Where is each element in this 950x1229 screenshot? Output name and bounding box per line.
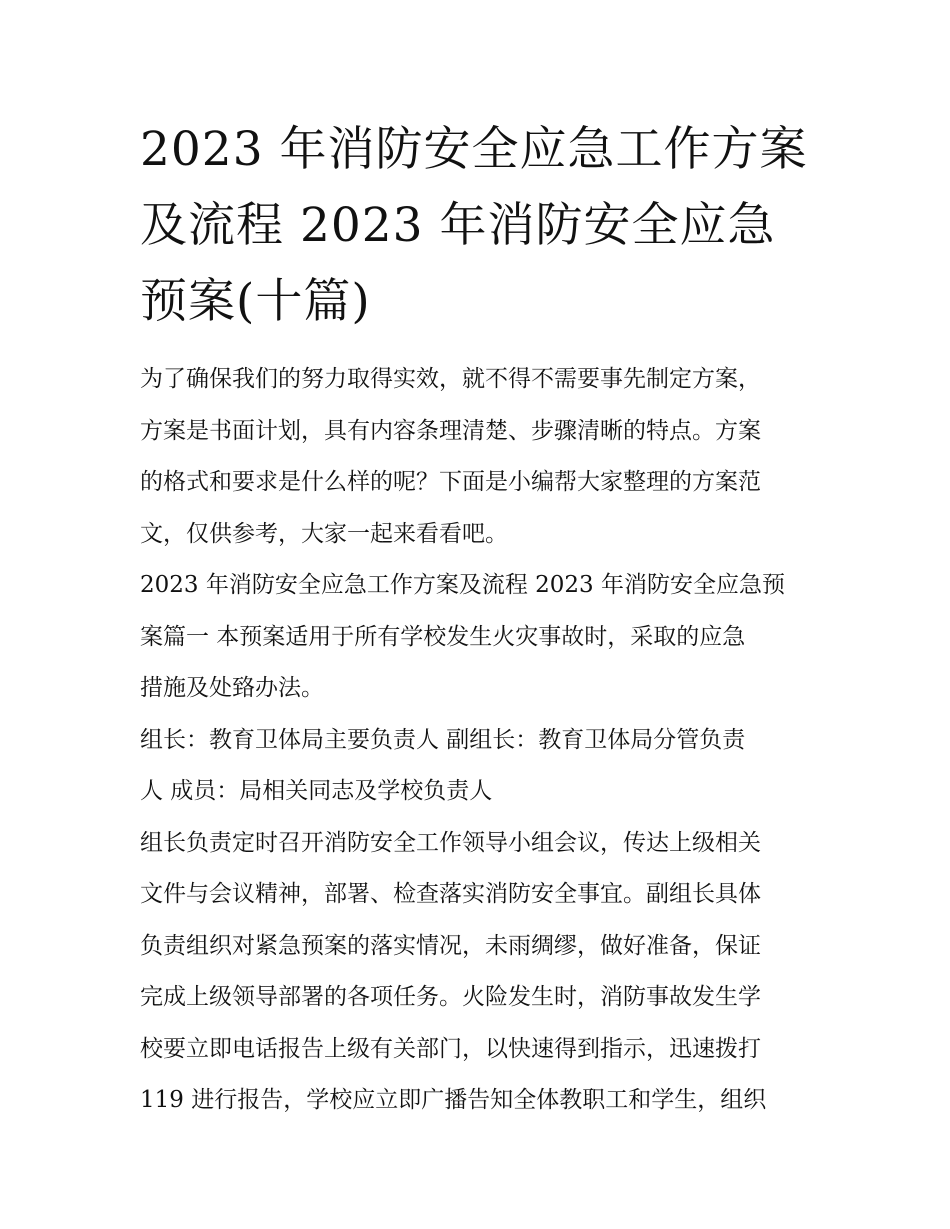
scope-paragraph [140, 560, 816, 715]
text-line: 案篇一 本预案适用于所有学校发生火灾事故时，采取的应急 [140, 623, 746, 650]
text-line: 文件与会议精神，部署、检查落实消防安全事宜。副组长具体 [140, 881, 761, 907]
document-body [140, 354, 816, 1127]
text-line: 完成上级领导部署的各项任务。火险发生时，消防事故发生学 [140, 984, 761, 1010]
text-line: 文，仅供参考，大家一起来看看吧。 [140, 520, 508, 547]
text-line: 人 成员：局相关同志及学校负责人 [140, 778, 493, 804]
text-line: 2023 年消防安全应急工作方案及流程 2023 年消防安全应急预 [140, 572, 785, 598]
text-line: 负责组织对紧急预案的落实情况，未雨绸缪，做好准备，保证 [140, 932, 761, 959]
title-line: 预案(十篇) [140, 274, 371, 329]
responsibility-paragraph [140, 818, 816, 1127]
text-line: 组长负责定时召开消防安全工作领导小组会议，传达上级相关 [140, 829, 761, 856]
title-line: 2023 年消防安全应急工作方案 [140, 122, 808, 177]
document-title [140, 112, 820, 340]
intro-paragraph [140, 354, 816, 560]
text-line: 119 进行报告，学校应立即广播告知全体教职工和学生，组织 [140, 1087, 767, 1113]
text-line: 方案是书面计划，具有内容条理清楚、步骤清晰的特点。方案 [140, 417, 761, 444]
text-line: 的格式和要求是什么样的呢？下面是小编帮大家整理的方案范 [140, 469, 761, 495]
organization-paragraph [140, 715, 816, 818]
title-line: 及流程 2023 年消防安全应急 [140, 198, 776, 253]
text-line: 为了确保我们的努力取得实效，就不得不需要事先制定方案， [140, 366, 761, 392]
text-line: 措施及处臵办法。 [140, 675, 324, 701]
text-line: 校要立即电话报告上级有关部门，以快速得到指示，迅速拨打 [140, 1035, 761, 1062]
text-line: 组长：教育卫体局主要负责人 副组长：教育卫体局分管负责 [140, 726, 746, 753]
